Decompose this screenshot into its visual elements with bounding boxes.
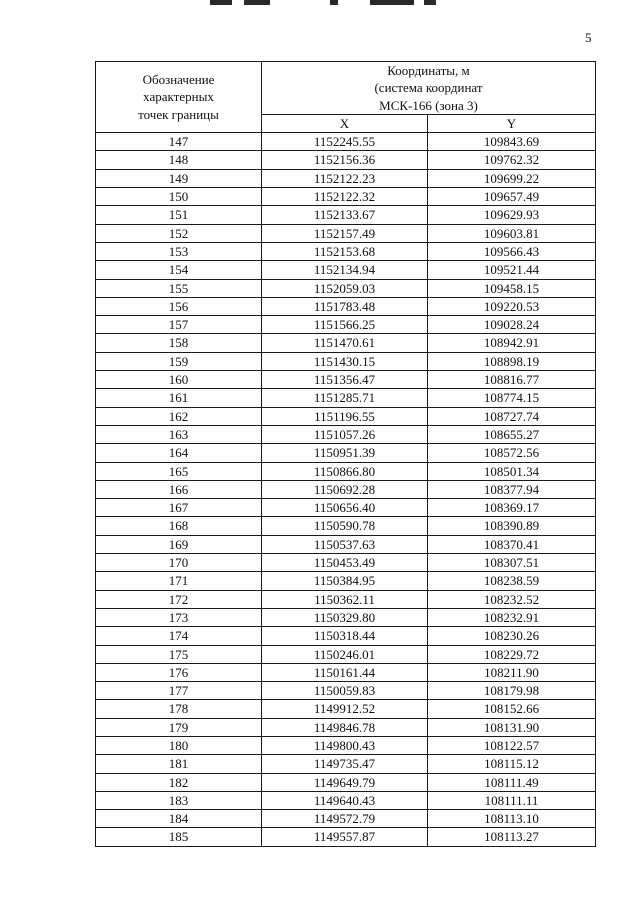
x-coordinate-cell: 1150384.95	[262, 572, 428, 590]
x-coordinate-cell: 1150453.49	[262, 554, 428, 572]
y-coordinate-cell: 108232.52	[428, 590, 596, 608]
y-coordinate-cell: 109603.81	[428, 224, 596, 242]
coordinates-column-header	[262, 62, 596, 115]
point-cell: 149	[96, 169, 262, 187]
y-coordinate-cell: 108377.94	[428, 480, 596, 498]
table-row	[96, 206, 596, 224]
y-coordinate-cell: 108113.27	[428, 828, 596, 846]
x-coordinate-cell: 1151356.47	[262, 371, 428, 389]
table-row	[96, 407, 596, 425]
y-coordinate-cell: 108307.51	[428, 554, 596, 572]
y-coordinate-cell: 108229.72	[428, 645, 596, 663]
table-row	[96, 242, 596, 260]
point-cell: 180	[96, 736, 262, 754]
table-row	[96, 755, 596, 773]
y-coordinate-cell: 108232.91	[428, 608, 596, 626]
x-coordinate-cell: 1149846.78	[262, 718, 428, 736]
point-cell: 150	[96, 188, 262, 206]
x-coordinate-cell: 1152059.03	[262, 279, 428, 297]
point-cell: 185	[96, 828, 262, 846]
table-row	[96, 773, 596, 791]
y-coordinate-cell: 108111.11	[428, 791, 596, 809]
point-cell: 169	[96, 535, 262, 553]
table-row	[96, 554, 596, 572]
table-row	[96, 316, 596, 334]
page-number: 5	[585, 30, 592, 45]
point-cell: 148	[96, 151, 262, 169]
x-column-header: X	[262, 114, 428, 132]
y-coordinate-cell: 109629.93	[428, 206, 596, 224]
table-row	[96, 297, 596, 315]
x-coordinate-cell: 1150161.44	[262, 663, 428, 681]
table-row	[96, 352, 596, 370]
y-coordinate-cell: 108942.91	[428, 334, 596, 352]
point-cell: 147	[96, 133, 262, 151]
x-coordinate-cell: 1151057.26	[262, 425, 428, 443]
point-cell: 178	[96, 700, 262, 718]
y-coordinate-cell: 108122.57	[428, 736, 596, 754]
y-coordinate-cell: 108369.17	[428, 499, 596, 517]
table-row	[96, 590, 596, 608]
table-row	[96, 371, 596, 389]
y-coordinate-cell: 108898.19	[428, 352, 596, 370]
table-row	[96, 736, 596, 754]
point-cell: 176	[96, 663, 262, 681]
y-coordinate-cell: 108727.74	[428, 407, 596, 425]
x-coordinate-cell: 1151285.71	[262, 389, 428, 407]
x-coordinate-cell: 1150537.63	[262, 535, 428, 553]
y-coordinate-cell: 109220.53	[428, 297, 596, 315]
x-coordinate-cell: 1152134.94	[262, 261, 428, 279]
header-line: МСК-166 (зона 3)	[379, 97, 478, 113]
y-coordinate-cell: 108572.56	[428, 444, 596, 462]
point-cell: 159	[96, 352, 262, 370]
y-coordinate-cell: 109657.49	[428, 188, 596, 206]
x-coordinate-cell: 1151566.25	[262, 316, 428, 334]
point-cell: 157	[96, 316, 262, 334]
y-coordinate-cell: 108238.59	[428, 572, 596, 590]
point-cell: 165	[96, 462, 262, 480]
header-line: (система координат	[374, 80, 483, 96]
y-coordinate-cell: 108390.89	[428, 517, 596, 535]
y-coordinate-cell: 109699.22	[428, 169, 596, 187]
point-cell: 170	[96, 554, 262, 572]
x-coordinate-cell: 1150656.40	[262, 499, 428, 517]
table-row	[96, 535, 596, 553]
point-cell: 181	[96, 755, 262, 773]
table-row	[96, 462, 596, 480]
point-cell: 171	[96, 572, 262, 590]
point-column-header	[96, 62, 262, 133]
x-coordinate-cell: 1150951.39	[262, 444, 428, 462]
table-row	[96, 791, 596, 809]
y-coordinate-cell: 109028.24	[428, 316, 596, 334]
x-coordinate-cell: 1151470.61	[262, 334, 428, 352]
header-line: Обозначение	[142, 72, 215, 88]
scan-artifact	[210, 0, 440, 6]
y-coordinate-cell: 109762.32	[428, 151, 596, 169]
point-cell: 161	[96, 389, 262, 407]
point-cell: 153	[96, 242, 262, 260]
table-row	[96, 425, 596, 443]
point-cell: 183	[96, 791, 262, 809]
y-coordinate-cell: 108655.27	[428, 425, 596, 443]
x-coordinate-cell: 1149912.52	[262, 700, 428, 718]
table-row	[96, 188, 596, 206]
x-coordinate-cell: 1150318.44	[262, 627, 428, 645]
point-cell: 167	[96, 499, 262, 517]
header-line: Координаты, м	[387, 63, 470, 78]
x-coordinate-cell: 1150866.80	[262, 462, 428, 480]
table-row	[96, 682, 596, 700]
table-row	[96, 810, 596, 828]
table-row	[96, 572, 596, 590]
x-coordinate-cell: 1152153.68	[262, 242, 428, 260]
x-coordinate-cell: 1149649.79	[262, 773, 428, 791]
y-coordinate-cell: 108370.41	[428, 535, 596, 553]
x-coordinate-cell: 1150329.80	[262, 608, 428, 626]
x-coordinate-cell: 1149735.47	[262, 755, 428, 773]
point-cell: 151	[96, 206, 262, 224]
y-coordinate-cell: 108230.26	[428, 627, 596, 645]
point-cell: 156	[96, 297, 262, 315]
point-cell: 182	[96, 773, 262, 791]
point-cell: 154	[96, 261, 262, 279]
table-row	[96, 608, 596, 626]
x-coordinate-cell: 1152133.67	[262, 206, 428, 224]
table-row	[96, 169, 596, 187]
point-cell: 160	[96, 371, 262, 389]
y-coordinate-cell: 109521.44	[428, 261, 596, 279]
x-coordinate-cell: 1152245.55	[262, 133, 428, 151]
y-coordinate-cell: 108211.90	[428, 663, 596, 681]
table-header	[96, 62, 596, 133]
table-row	[96, 828, 596, 846]
point-cell: 162	[96, 407, 262, 425]
x-coordinate-cell: 1152122.32	[262, 188, 428, 206]
x-coordinate-cell: 1149557.87	[262, 828, 428, 846]
coordinates-table	[95, 61, 596, 847]
point-cell: 164	[96, 444, 262, 462]
y-coordinate-cell: 108816.77	[428, 371, 596, 389]
point-cell: 173	[96, 608, 262, 626]
table-body	[96, 133, 596, 847]
x-coordinate-cell: 1152157.49	[262, 224, 428, 242]
table-row	[96, 517, 596, 535]
y-coordinate-cell: 108115.12	[428, 755, 596, 773]
y-coordinate-cell: 108113.10	[428, 810, 596, 828]
y-coordinate-cell: 108131.90	[428, 718, 596, 736]
table-row	[96, 133, 596, 151]
table-row	[96, 279, 596, 297]
table-row	[96, 334, 596, 352]
x-coordinate-cell: 1149800.43	[262, 736, 428, 754]
x-coordinate-cell: 1151196.55	[262, 407, 428, 425]
x-coordinate-cell: 1149572.79	[262, 810, 428, 828]
table-row	[96, 151, 596, 169]
point-cell: 163	[96, 425, 262, 443]
x-coordinate-cell: 1150692.28	[262, 480, 428, 498]
point-cell: 179	[96, 718, 262, 736]
y-coordinate-cell: 108179.98	[428, 682, 596, 700]
y-coordinate-cell: 109458.15	[428, 279, 596, 297]
y-coordinate-cell: 109843.69	[428, 133, 596, 151]
table-row	[96, 627, 596, 645]
table-row	[96, 444, 596, 462]
point-cell: 158	[96, 334, 262, 352]
point-cell: 152	[96, 224, 262, 242]
y-coordinate-cell: 109566.43	[428, 242, 596, 260]
table-row	[96, 224, 596, 242]
table-row	[96, 389, 596, 407]
table-row	[96, 663, 596, 681]
y-coordinate-cell: 108501.34	[428, 462, 596, 480]
x-coordinate-cell: 1150362.11	[262, 590, 428, 608]
y-coordinate-cell: 108111.49	[428, 773, 596, 791]
x-coordinate-cell: 1150590.78	[262, 517, 428, 535]
x-coordinate-cell: 1151783.48	[262, 297, 428, 315]
x-coordinate-cell: 1150059.83	[262, 682, 428, 700]
x-coordinate-cell: 1152122.23	[262, 169, 428, 187]
table-row	[96, 645, 596, 663]
y-coordinate-cell: 108152.66	[428, 700, 596, 718]
point-cell: 166	[96, 480, 262, 498]
point-cell: 177	[96, 682, 262, 700]
table-row	[96, 499, 596, 517]
point-cell: 174	[96, 627, 262, 645]
table-row	[96, 700, 596, 718]
table-row	[96, 718, 596, 736]
point-cell: 155	[96, 279, 262, 297]
x-coordinate-cell: 1149640.43	[262, 791, 428, 809]
point-cell: 168	[96, 517, 262, 535]
point-cell: 184	[96, 810, 262, 828]
table-row	[96, 480, 596, 498]
y-coordinate-cell: 108774.15	[428, 389, 596, 407]
header-line: точек границы	[138, 106, 219, 122]
table-row	[96, 261, 596, 279]
point-cell: 172	[96, 590, 262, 608]
x-coordinate-cell: 1150246.01	[262, 645, 428, 663]
x-coordinate-cell: 1152156.36	[262, 151, 428, 169]
point-cell: 175	[96, 645, 262, 663]
header-line: характерных	[143, 89, 214, 105]
y-column-header: Y	[428, 114, 596, 132]
x-coordinate-cell: 1151430.15	[262, 352, 428, 370]
